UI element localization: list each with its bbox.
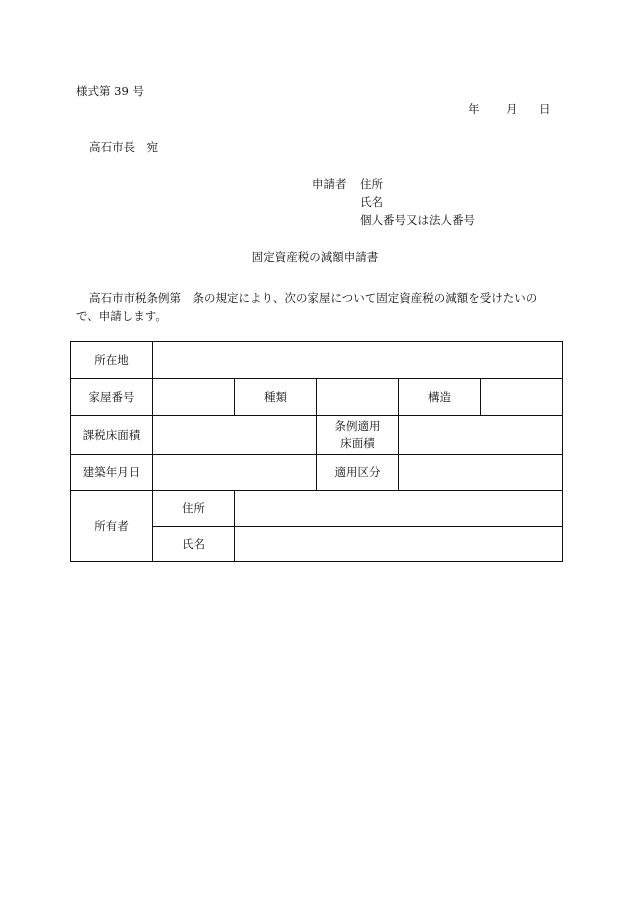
location-field[interactable] xyxy=(153,342,563,379)
date-day-label: 日 xyxy=(539,102,551,116)
type-field[interactable] xyxy=(317,379,399,416)
owner-name-field[interactable] xyxy=(235,527,563,562)
location-label: 所在地 xyxy=(71,342,153,379)
row-construction-date xyxy=(71,455,563,491)
date-month-label: 月 xyxy=(506,102,518,116)
ordinance-floor-area-field[interactable] xyxy=(399,416,563,455)
form-number: 様式第 39 号 xyxy=(76,84,144,98)
applicable-category-field[interactable] xyxy=(399,455,563,491)
structure-label: 構造 xyxy=(399,379,481,416)
taxable-floor-area-label: 課税床面積 xyxy=(71,416,153,455)
body-text: 高石市市税条例第 条の規定により、次の家屋について固定資産税の減額を受けたいので、申請します。 xyxy=(76,291,538,323)
row-location xyxy=(71,342,563,379)
row-house-number xyxy=(71,379,563,416)
applicant-address-label: 住所 xyxy=(360,177,383,191)
ordinance-floor-area-label-line1: 条例適用 xyxy=(334,419,381,433)
applicant-id-number-label: 個人番号又は法人番号 xyxy=(360,213,475,227)
addressee: 高石市長 宛 xyxy=(89,140,158,154)
construction-date-label: 建築年月日 xyxy=(71,455,153,491)
row-owner-address xyxy=(71,491,563,527)
construction-date-field[interactable] xyxy=(153,455,317,491)
applicant-name-label: 氏名 xyxy=(360,195,383,209)
house-number-field[interactable] xyxy=(153,379,235,416)
property-form-table xyxy=(70,341,563,562)
taxable-floor-area-field[interactable] xyxy=(153,416,317,455)
ordinance-floor-area-label xyxy=(317,416,399,455)
applicant-label: 申請者 xyxy=(312,177,347,191)
owner-address-label: 住所 xyxy=(153,491,235,527)
row-floor-area xyxy=(71,416,563,455)
ordinance-floor-area-label-line2: 床面積 xyxy=(340,436,375,450)
structure-field[interactable] xyxy=(481,379,563,416)
owner-address-field[interactable] xyxy=(235,491,563,527)
house-number-label: 家屋番号 xyxy=(71,379,153,416)
document-title: 固定資産税の減額申請書 xyxy=(251,250,379,264)
owner-label: 所有者 xyxy=(71,491,153,562)
applicable-category-label: 適用区分 xyxy=(317,455,399,491)
date-year-label: 年 xyxy=(468,102,480,116)
type-label: 種類 xyxy=(235,379,317,416)
owner-name-label: 氏名 xyxy=(153,527,235,562)
